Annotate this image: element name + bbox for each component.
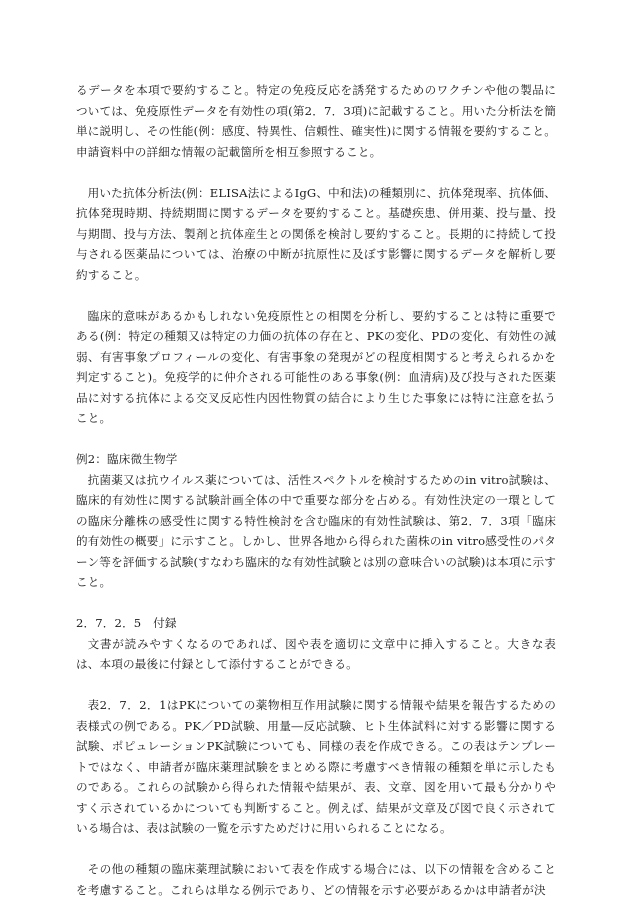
paragraph-gap xyxy=(76,429,556,450)
paragraph-gap xyxy=(76,162,556,183)
paragraph-clinical-correlation: 臨床的意味があるかもしれない免疫原性との相関を分析し、要約することは特に重要である(例：特定の種類又は特定の力価の抗体の存在と、PKの変化、PDの変化、有効性の減弱、有害事象プロフィールの変化、有害事象の発現がどの程度相関すると考えられるかを判定すること)。免疫学的に仲介される可能性のある事象(例：血清病)及び投与された医薬品に対する抗体による交叉反応性内因性物質の結合により生じた事象には特に注意を払うこと。 xyxy=(76,308,556,425)
paragraph-figures-tables: 文書が読みやすくなるのであれば、図や表を適切に文章中に挿入すること。大きな表は、本項の最後に付録として添付することができる。 xyxy=(76,636,556,671)
example-heading: 例2：臨床微生物学 xyxy=(76,452,178,466)
paragraph-other-studies: その他の種類の臨床薬理試験において表を作成する場合には、以下の情報を含めることを考慮すること。これらは単なる例示であり、どの情報を示す必要があるかは申請者が決 xyxy=(76,862,556,897)
paragraph-clinical-microbiology: 抗菌薬又は抗ウイルス薬については、活性スペクトルを検討するためのin vitro試験は、臨床的有効性に関する試験計画全体の中で重要な部分を占める。有効性決定の一環としての臨床分離株の感受性に関する特性検討を含む臨床的有効性試験は、第2．7．3項「臨床的有効性の概要」に示すこと。しかし、世界各地から得られた菌株のin vitro感受性のパターン等を評価する試験(すなわち臨床的な有効性試験とは別の意味合いの試験)は本項に示すこと。 xyxy=(76,472,556,589)
paragraph-immunogenicity-summary: るデータを本項で要約すること。特定の免疫反応を誘発するためのワクチンや他の製品については、免疫原性データを有効性の項(第2．7．3項)に記載すること。用いた分析法を簡単に説明し、その性能(例：感度、特異性、信頼性、確実性)に関する情報を要約すること。申請資料中の詳細な情報の記載箇所を相互参照すること。 xyxy=(76,83,556,159)
paragraph-gap xyxy=(76,675,556,696)
section-heading-appendix: 2．7．2．5 付録 xyxy=(76,616,177,630)
document-page xyxy=(76,80,556,900)
paragraph-gap xyxy=(76,285,556,306)
paragraph-antibody-assay: 用いた抗体分析法(例：ELISA法によるIgG、中和法)の種類別に、抗体発現率、抗体価、抗体発現時期、持続期間に関するデータを要約すること。基礎疾患、併用薬、投与量、投与期間、投与方法、製剤と抗体産生との関係を検討し要約すること。長期的に持続して投与される医薬品については、治療の中断が抗原性に及ぼす影響に関するデータを解析し要約すること。 xyxy=(76,185,556,282)
paragraph-gap xyxy=(76,593,556,614)
paragraph-gap xyxy=(76,839,556,860)
paragraph-table-example: 表2．7．2．1はPKについての薬物相互作用試験に関する情報や結果を報告するための表様式の例である。PK／PD試験、用量―反応試験、ヒト生体試料に対する影響に関する試験、ポピュレーションPK試験についても、同様の表を作成できる。この表はテンプレートではなく、申請者が臨床薬理試験をまとめる際に考慮すべき情報の種類を単に示したものである。これらの試験から得られた情報や結果が、表、文章、図を用いて最も分かりやすく示されているかについても判断すること。例えば、結果が文章及び図で良く示されている場合は、表は試験の一覧を示すためだけに用いられることになる。 xyxy=(76,698,556,835)
